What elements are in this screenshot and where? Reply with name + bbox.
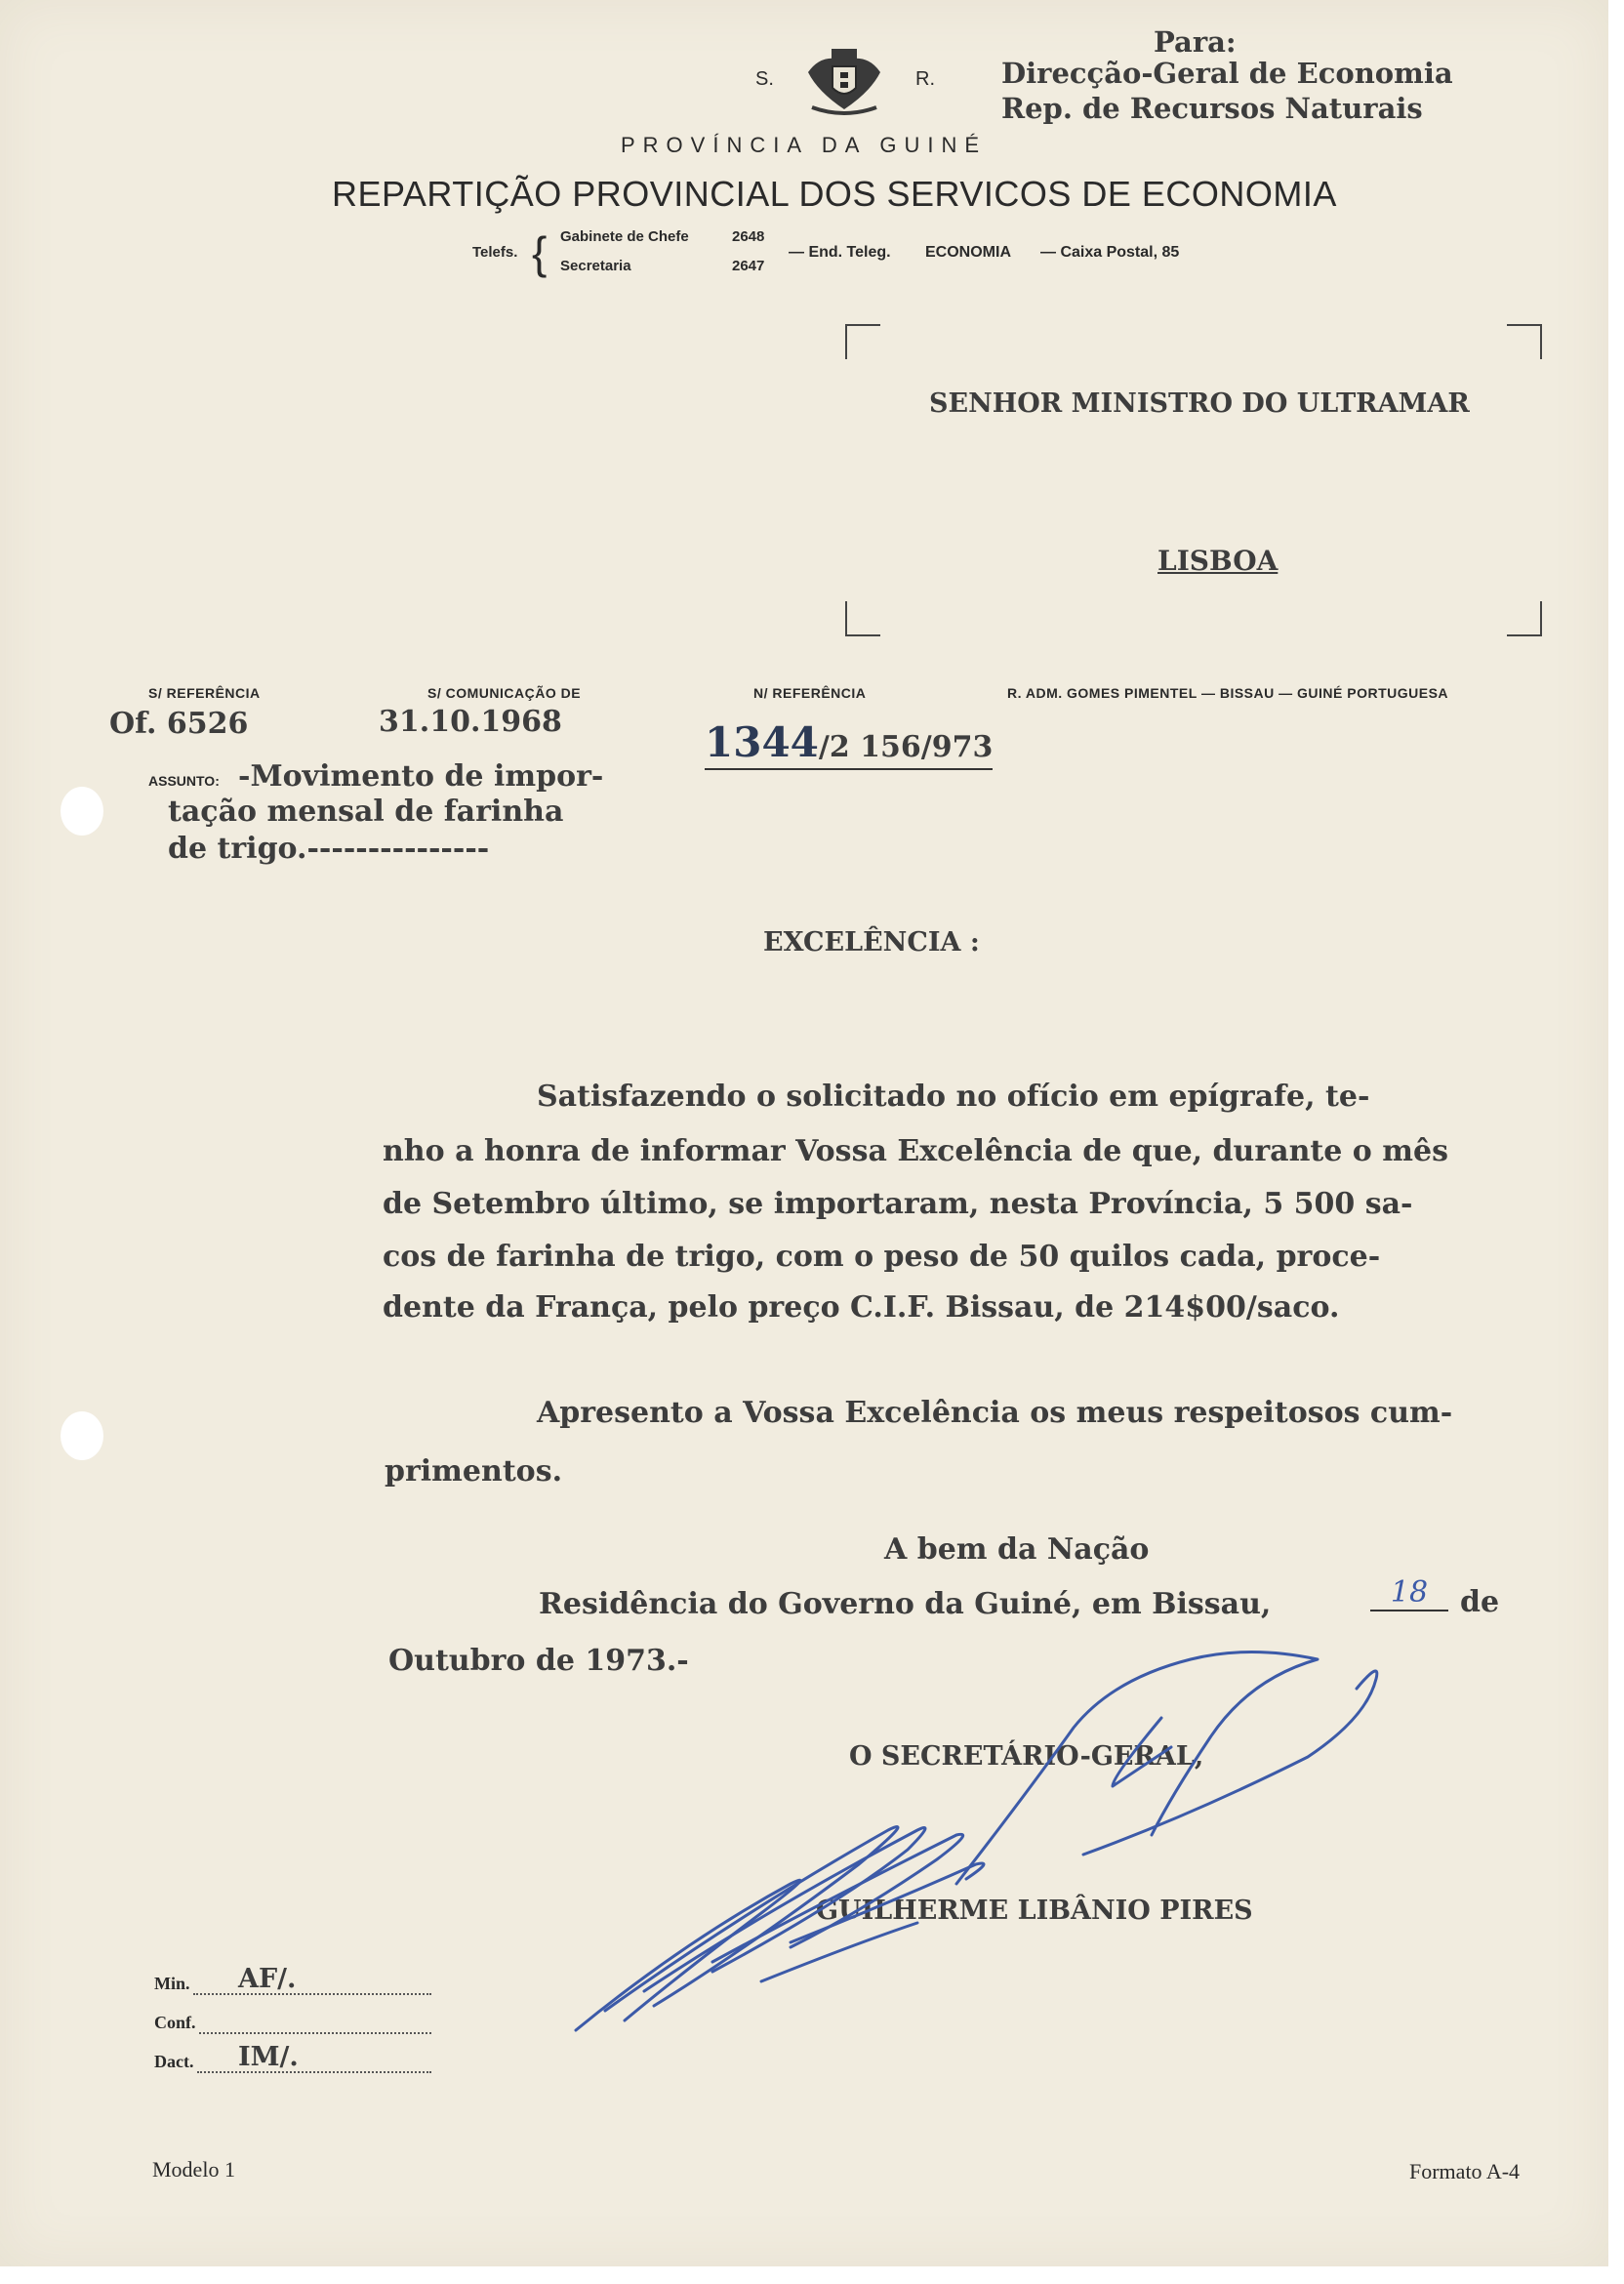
n-ref-rest: /2 156/973 <box>818 730 994 764</box>
conf-line <box>199 2032 431 2034</box>
window-corner-bottom-left <box>845 601 880 636</box>
telegraph-address: ECONOMIA <box>925 244 1011 261</box>
phone2-label: Secretaria <box>560 258 631 274</box>
body-p1-line-1: Satisfazendo o solicitado no ofício em epígrafe, te- <box>537 1080 1370 1114</box>
closing-title: O SECRETÁRIO-GERAL, <box>849 1741 1204 1772</box>
n-ref-label: N/ REFERÊNCIA <box>753 685 867 701</box>
closing-motto: A bem da Nação <box>884 1532 1150 1567</box>
closing-day: 18 <box>1390 1575 1429 1610</box>
s-com-value: 31.10.1968 <box>379 705 562 739</box>
s-ref-value: Of. 6526 <box>109 707 249 741</box>
dact-line <box>197 2071 431 2073</box>
body-p1-line-4: cos de farinha de trigo, com o peso de 50 quilos cada, proce- <box>383 1240 1381 1274</box>
subject-line-3: de trigo.--------------- <box>168 832 490 866</box>
routing-line-1: Direcção-Geral de Economia <box>1001 57 1453 90</box>
phone1-number: 2648 <box>732 228 765 245</box>
dact-value: IM/. <box>238 2042 299 2072</box>
phone2-number: 2647 <box>732 258 765 274</box>
body-p2-line-1: Apresento a Vossa Excelência os meus respeitosos cum- <box>537 1396 1453 1430</box>
conf-label: Conf. <box>154 2013 196 2032</box>
window-corner-top-left <box>845 324 880 359</box>
window-corner-bottom-right <box>1507 601 1542 636</box>
province-heading: PROVÍNCIA DA GUINÉ <box>621 133 988 157</box>
r-mark: R. <box>915 68 935 90</box>
subject-line-2: tação mensal de farinha <box>168 795 564 829</box>
closing-day-field <box>1370 1575 1448 1611</box>
closing-date-line: Outubro de 1973.- <box>388 1644 689 1678</box>
min-line <box>193 1993 431 1995</box>
n-ref-value <box>705 718 993 770</box>
closing-place: Residência do Governo da Guiné, em Bissau, <box>539 1587 1272 1621</box>
coat-of-arms-emblem <box>802 43 886 117</box>
phone1-label: Gabinete de Chefe <box>560 228 689 245</box>
model-label: Modelo 1 <box>152 2157 235 2182</box>
closing-signatory: GUILHERME LIBÂNIO PIRES <box>816 1896 1253 1926</box>
window-corner-top-right <box>1507 324 1542 359</box>
subject-line-1: -Movimento de impor- <box>238 759 604 794</box>
min-value: AF/. <box>238 1964 297 1994</box>
punch-hole-bottom <box>61 1411 103 1460</box>
handwritten-signature <box>566 1620 1444 2050</box>
department-heading: REPARTIÇÃO PROVINCIAL DOS SERVICOS DE ECONOMIA <box>332 174 1337 214</box>
recipient-city: LISBOA <box>1157 545 1279 577</box>
subject-label: ASSUNTO: <box>148 773 220 789</box>
salutation: EXCELÊNCIA : <box>763 927 980 958</box>
body-p2-line-2: primentos. <box>385 1454 563 1489</box>
telegraph-prefix: — End. Teleg. <box>789 244 891 261</box>
s-com-label: S/ COMUNICAÇÃO DE <box>427 685 582 701</box>
routing-line-2: Rep. de Recursos Naturais <box>1001 92 1423 125</box>
body-p1-line-2: nho a honra de informar Vossa Excelência de que, durante o mês <box>383 1134 1448 1168</box>
recipient-name: SENHOR MINISTRO DO ULTRAMAR <box>929 388 1470 419</box>
dact-label: Dact. <box>154 2052 194 2071</box>
s-mark: S. <box>755 68 774 90</box>
postal-box: — Caixa Postal, 85 <box>1040 244 1180 261</box>
body-p1-line-5: dente da França, pelo preço C.I.F. Bissau, de 214$00/saco. <box>383 1290 1340 1325</box>
body-p1-line-3: de Setembro último, se importaram, nesta Província, 5 500 sa- <box>383 1187 1413 1221</box>
punch-hole-top <box>61 787 103 836</box>
n-ref-number: 1344 <box>705 718 819 766</box>
telefs-label: Telefs. <box>472 244 518 261</box>
format-label: Formato A-4 <box>1409 2159 1521 2183</box>
phone-brace: { <box>532 227 548 278</box>
s-ref-label: S/ REFERÊNCIA <box>148 685 261 701</box>
min-label: Min. <box>154 1974 190 1993</box>
closing-place-suffix: de <box>1460 1585 1500 1619</box>
routing-label: Para: <box>1154 25 1237 59</box>
office-address: R. ADM. GOMES PIMENTEL — BISSAU — GUINÉ PORTUGUESA <box>1007 685 1449 701</box>
